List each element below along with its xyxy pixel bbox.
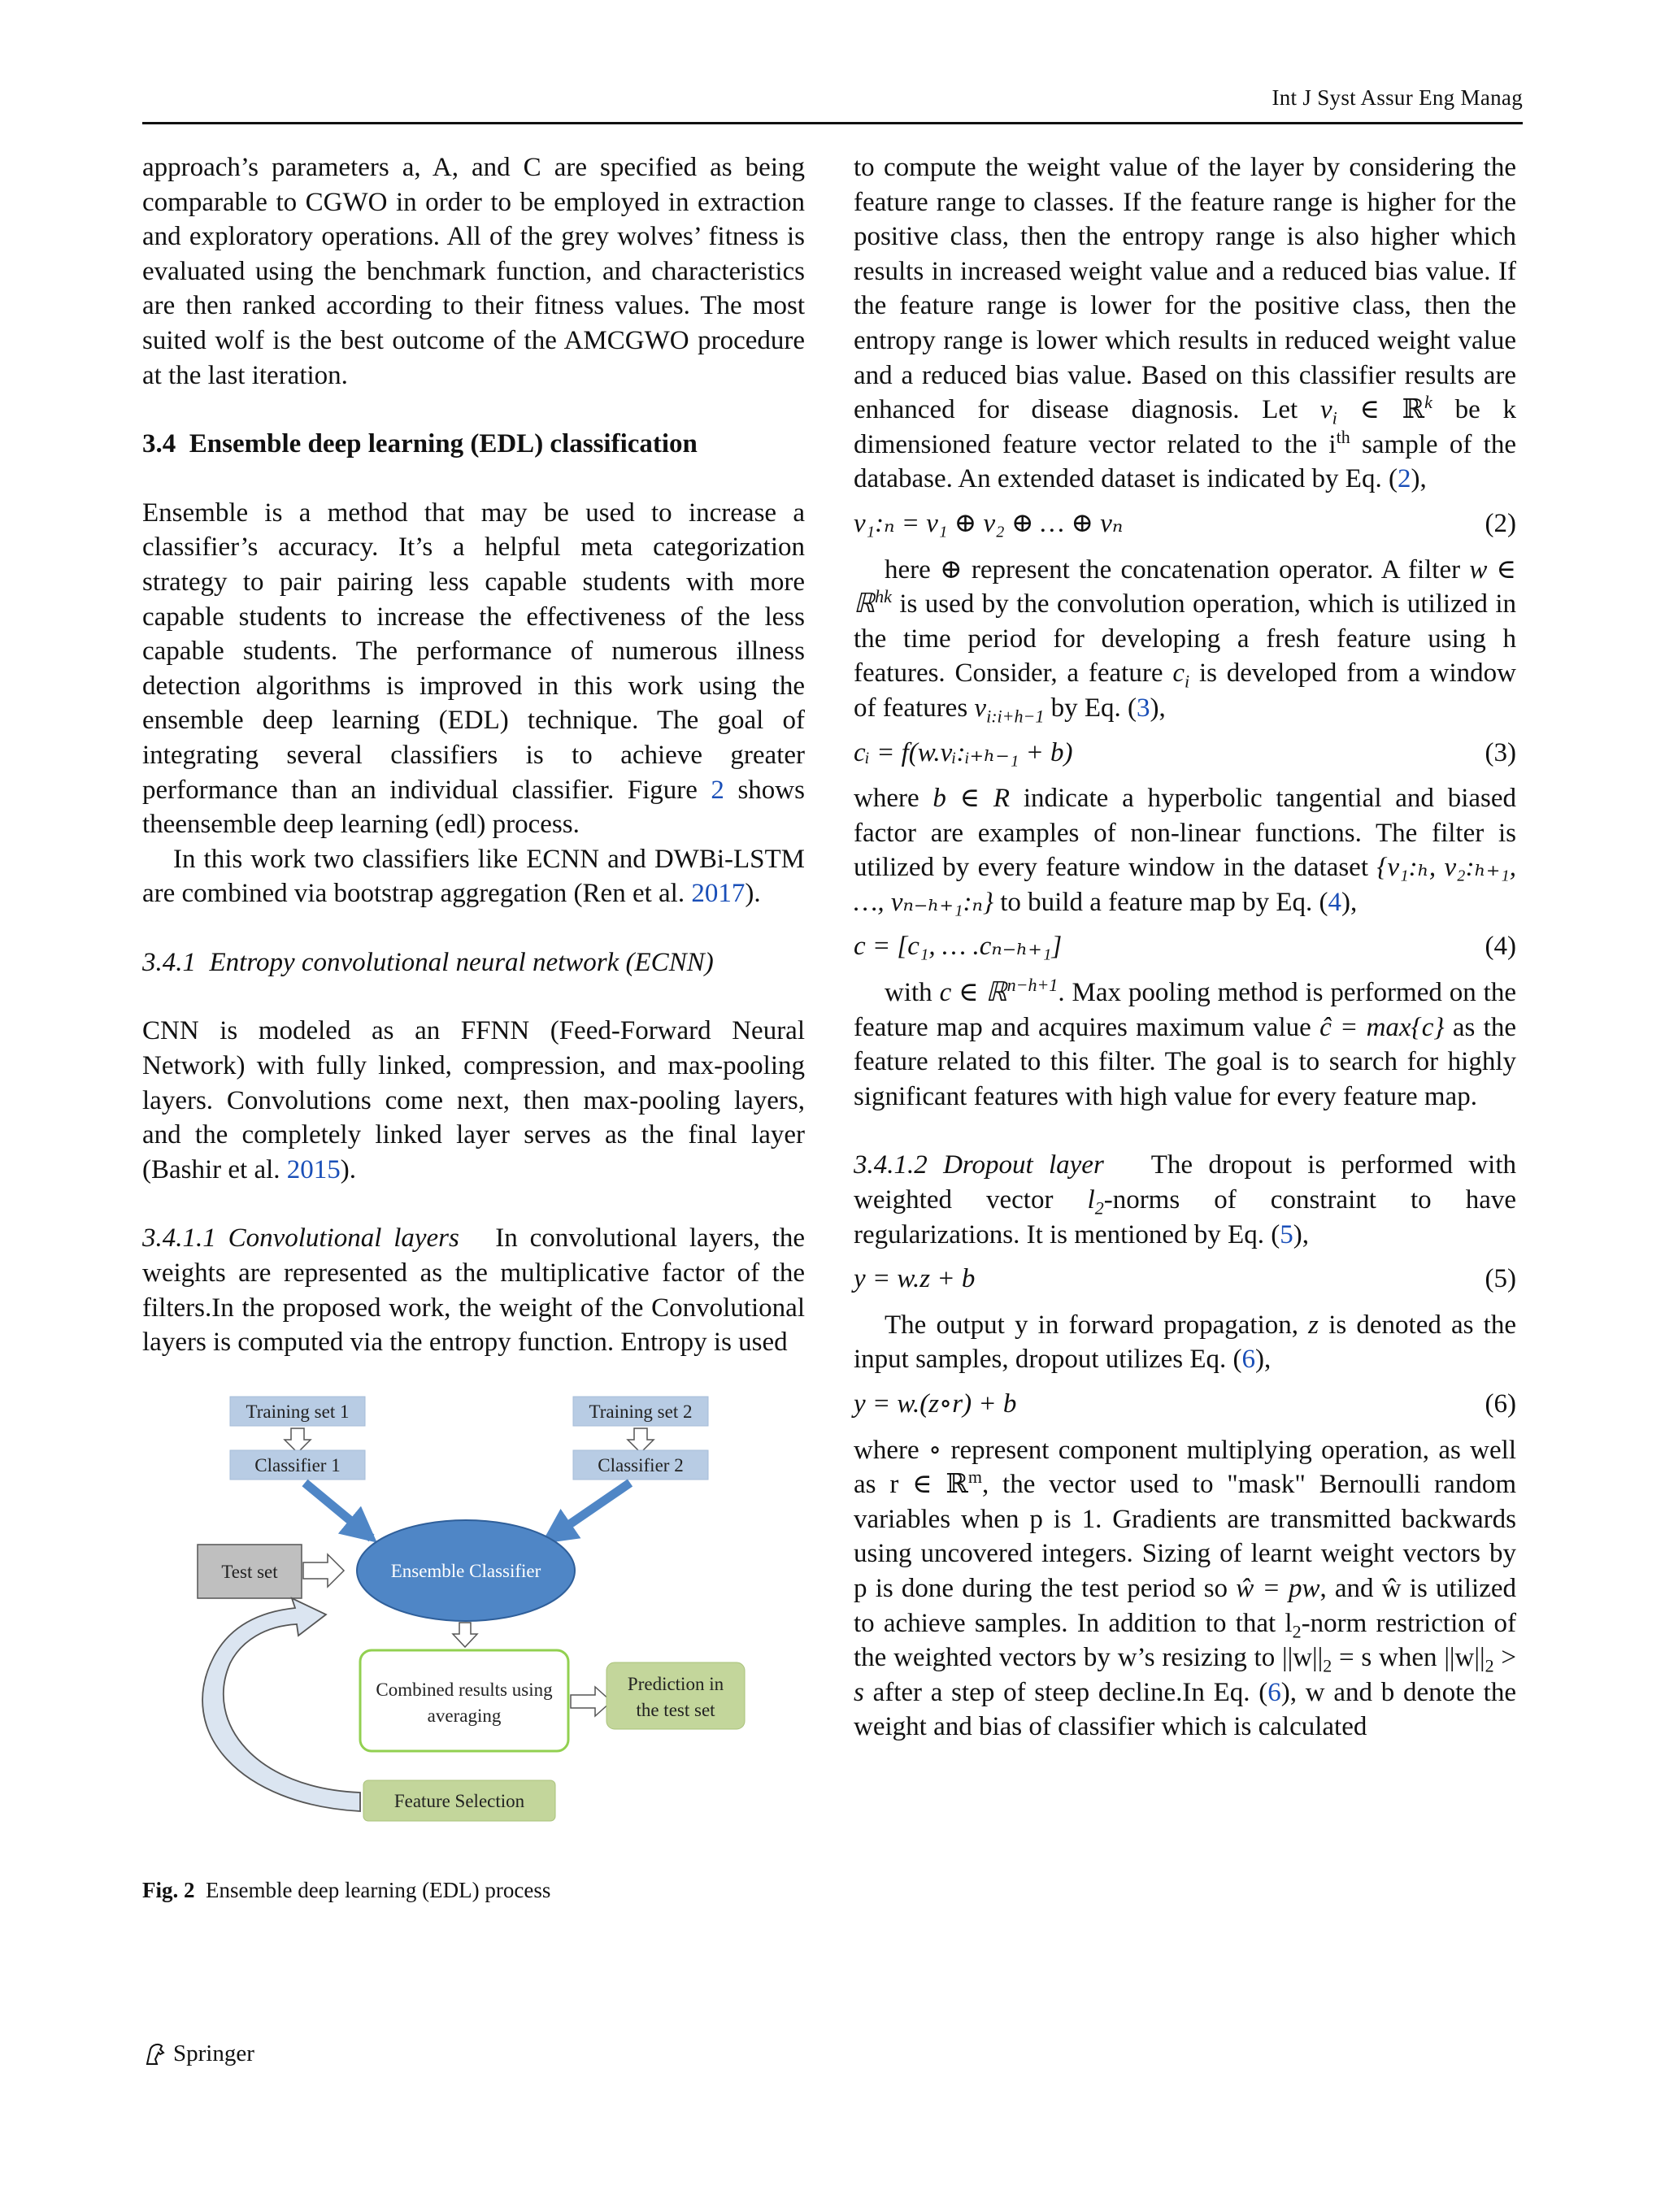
equation-6: y = w.(z∘r) + b (6) [854,1389,1516,1419]
paragraph: 3.4.1.1 Convolutional layers In convolutional layers, the weights are represented as the multiplicative factor of the filters.In the proposed work, the weight of the Convolutional layers is computed via the entropy function. Entropy is used [142,1223,806,1358]
prediction-label-2: the test set [636,1700,715,1720]
paragraph-heading: 3.4.1.1 Convolutional layers [142,1223,459,1254]
equation-link[interactable]: 6 [1241,1345,1256,1375]
right-arrow-icon [571,1687,611,1716]
figure-caption: Fig. 2 Ensemble deep learning (EDL) process [142,1878,551,1902]
training-set-2-label: Training set 2 [589,1402,693,1422]
test-set-label: Test set [221,1562,278,1582]
equation-3: cᵢ = f(w.vᵢ:ᵢ₊ₕ₋₁ + b) (3) [854,737,1516,767]
footer [142,2040,254,2067]
header-rule [142,122,1523,124]
equation-link[interactable]: 6 [1267,1677,1281,1707]
down-arrow-icon [285,1428,311,1453]
feature-selection-label: Feature Selection [393,1791,525,1811]
citation-link[interactable]: 2017 [691,879,746,909]
classifier-1-label: Classifier 1 [254,1455,341,1475]
ensemble-classifier-label: Ensemble Classifier [390,1561,541,1581]
running-head: Int J Syst Assur Eng Manag [1272,85,1523,110]
equation-link[interactable]: 2 [1397,464,1411,494]
equation-link[interactable]: 3 [1136,693,1150,723]
combined-results-label-2: averaging [427,1706,502,1726]
down-arrow-icon [628,1428,654,1453]
arrow-classifier1-ensemble [305,1483,372,1538]
combined-results-box [360,1650,568,1751]
paragraph: 3.4.1.2 Dropout layer The dropout is performed with weighted vector $l_2$-norms of constraint to have regularizations. It is mentioned by Eq. (5), [854,1150,1517,1249]
citation-link[interactable]: 2015 [286,1154,341,1184]
equation-link[interactable]: 5 [1280,1219,1293,1249]
paragraph: approach’s parameters a, A, and C are specified as being comparable to CGWO in order to be employed in extraction and exploratory operations. All of the grey wolves’ fitness is evaluated using the benchmark function, and characteristics are then ranked according to their fitness values. The most suited wolf is the best outcome of the AMCGWO procedure at the last iteration. [142,153,805,390]
paragraph: CNN is modeled as an FFNN (Feed-Forward Neural Network) with fully linked, compression, and max-pooling layers. Convolutions come next, then max-pooling layers, and the completely linked layer serves as the final layer (Bashir et al. 2015). [142,1016,805,1184]
left-column [142,150,805,1360]
paragraph: The output y in forward propagation, z is denoted as the input samples, dropout utilizes Eq. (6), [854,1310,1516,1375]
paragraph-heading: 3.4.1.2 Dropout layer [854,1150,1104,1180]
paragraph: here ⊕ represent the concatenation operator. A filter w ∈ ℝ$^{hk}$ is used by the convolution operation, which is utilized in the time period for developing a fresh feature using h features. Consider, a feature $c_i$ is developed from a window of features $v_{i:i+h-1}$ by Eq. (3), [854,554,1516,727]
equation-2: v₁:ₙ = v₁ ⊕ v₂ ⊕ … ⊕ vₙ (2) [854,508,1516,538]
paragraph: In this work two classifiers like ECNN and DWBi-LSTM are combined via bootstrap aggregation (Ren et al. 2017). [142,844,805,909]
subsection-heading: 3.4.1 Entropy convolutional neural network (ECNN) [142,947,714,977]
paragraph: where b ∈ R indicate a hyperbolic tangential and biased factor are examples of non-linear functions. The filter is utilized by every feature window in the dataset {v₁:ₕ, v₂:ₕ₊₁, …, vₙ₋ₕ₊₁:ₙ} to build a feature map by Eq. (4), [854,784,1517,917]
paragraph: to compute the weight value of the layer by considering the feature range to classes. If the feature range is higher for the positive class, then the entropy range is also higher which results in increased weight value and a reduced bias value. If the feature range is lower for the positive class, then the entropy range is lower which results in reduced weight value and a reduced bias value. Based on this classifier results are enhanced for disease diagnosis. Let $v_i$ ∈ ℝ$^k$ be k dimensioned feature vector related to the $i^{th}$ sample of the database. An extended dataset is indicated by Eq. (2), [854,153,1516,494]
section-heading: 3.4 Ensemble deep learning (EDL) classification [142,429,698,459]
prediction-label-1: Prediction in [627,1674,724,1694]
classifier-2-label: Classifier 2 [598,1455,684,1475]
figure-link[interactable]: 2 [711,775,724,805]
equation-link[interactable]: 4 [1328,887,1341,917]
feedback-curve-arrow [202,1598,360,1811]
equation-5: y = w.z + b (5) [854,1264,1516,1294]
down-arrow-icon [453,1623,477,1647]
right-column [854,150,1516,1745]
arrow-classifier2-ensemble [547,1483,630,1540]
paragraph: where ∘ represent component multiplying operation, as well as r ∈ ℝ$^m$, the vector used to "mask" Bernoulli random variables when p is 1. Gradients are transmitted backwards using uncovered integers. Sizing of learnt weight vectors by p is done during the test period so ŵ = pw, and ŵ is utilized to achieve samples. In addition to that $l_2$-norm restriction of the weighted vectors by w’s resizing to $||w||_2 = s$ when $||w||_2 > s$ after a step of steep decline.In Eq. (6), w and b denote the weight and bias of classifier which is calculated [854,1435,1516,1742]
right-arrow-icon [303,1554,344,1587]
combined-results-label-1: Combined results using [376,1680,553,1700]
equation-4: c = [c₁, … .cₙ₋ₕ₊₁] (4) [854,932,1516,962]
publisher-name: Springer [173,2040,254,2066]
training-set-1-label: Training set 1 [246,1402,350,1422]
paragraph: Ensemble is a method that may be used to increase a classifier’s accuracy. It’s a helpful meta categorization strategy to pair pairing less capable students with more capable students to increase the effectiveness of the less capable students. The performance of numerous illness detection algorithms is improved in this work using the ensemble deep learning (EDL) technique. The goal of integrating several classifiers is to achieve greater performance than an individual classifier. Figure 2 shows theensemble deep learning (edl) process. [142,498,805,840]
figure-2 [142,1382,805,1886]
springer-horse-icon [142,2041,167,2067]
edl-diagram [142,1382,805,1886]
paragraph: with c ∈ ℝ$^{n-h+1}$. Max pooling method is performed on the feature map and acquires maximum value ĉ = max{c} as the feature related to this filter. The goal is to search for highly significant features with high value for every feature map. [854,975,1516,1111]
